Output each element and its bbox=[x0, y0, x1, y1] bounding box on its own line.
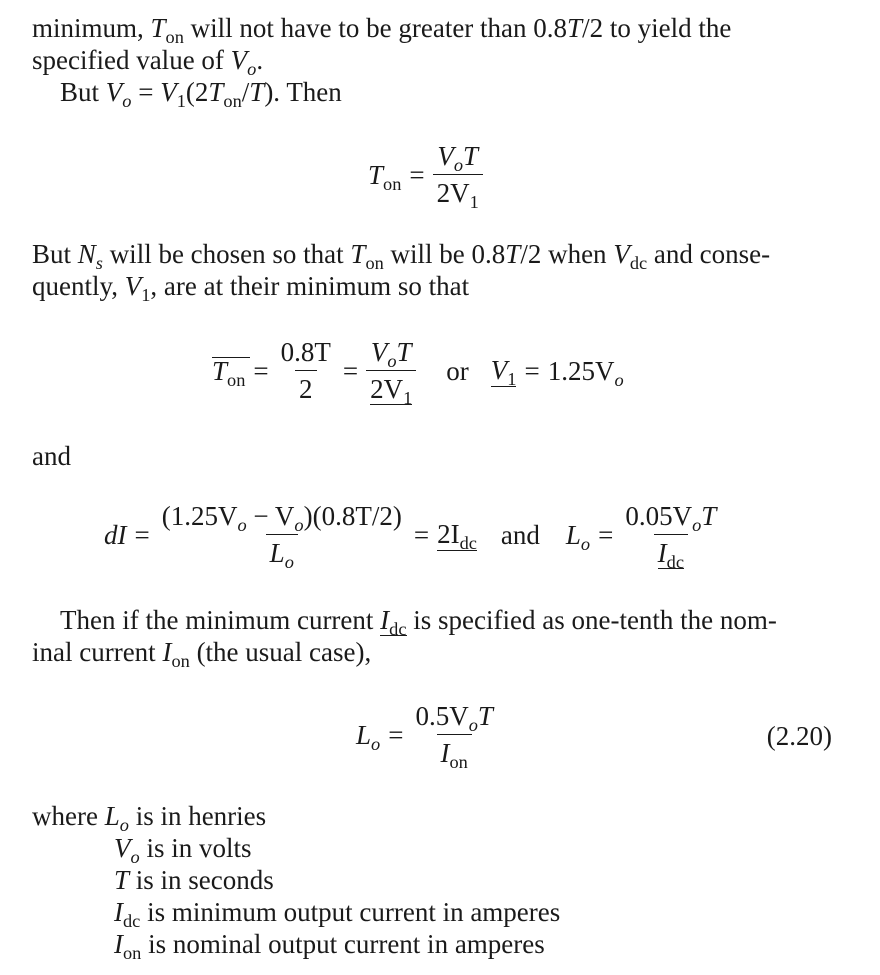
definition-lo: where $L_o$ is in henries bbox=[32, 801, 267, 835]
and-label: and bbox=[32, 441, 71, 471]
text-line-6: Then if the minimum current $I_{dc}$ is specified as one-tenth the nom- bbox=[60, 605, 777, 639]
equation-2-20: $L_o$ = $\frac{0.5V_oT}{I_{on}}$ bbox=[356, 700, 497, 769]
fraction: $\frac{0.8T}{2}$ bbox=[280, 337, 331, 404]
text-line-1: minimum, $T_{on}$ will not have to be greater than 0.8T/2 to yield the bbox=[32, 13, 732, 47]
text-line-7: inal current $I_{on}$ (the usual case), bbox=[32, 637, 372, 671]
text-line-3: But $V_o = V_1(2T_{on}/T)$. Then bbox=[60, 77, 342, 111]
text-line-4: But $N_s$ will be chosen so that $T_{on}$ will be 0.8T/2 when $V_{dc}$ and conse- bbox=[32, 239, 771, 273]
fraction: $\frac{V_oT}{2V_1}$ bbox=[433, 140, 483, 209]
equation-number: (2.20) bbox=[766, 721, 832, 751]
definition-t: T is in seconds bbox=[114, 865, 274, 895]
fraction: $\frac{0.5V_oT}{I_{on}}$ bbox=[415, 701, 493, 772]
ton-term: $T_{on}$ bbox=[212, 355, 245, 387]
equation-di: dI = $\frac{(1.25V_o - V_o)(0.8T/2)}{L_o}$ = $2I_{dc}$ and $L_o$ = $\frac{0.05V_oT}{I_{dc}}$ bbox=[104, 500, 720, 569]
text-line-2: specified value of $V_o$. bbox=[32, 45, 264, 79]
equation-ton-min: $T_{on}$ = $\frac{0.8T}{2}$ = $\frac{V_oT}{2V_1}$ or $V_1$ = $1.25V_o$ bbox=[212, 337, 624, 408]
text-line-5: quently, $V_1$, are at their minimum so that bbox=[32, 271, 470, 305]
equation-ton: $T_{on}$ = $\frac{V_oT}{2V_1}$ bbox=[368, 140, 483, 209]
definition-ion: $I_{on}$ is nominal output current in amperes bbox=[114, 929, 545, 963]
definition-idc: $I_{dc}$ is minimum output current in amperes bbox=[114, 897, 561, 931]
fraction: $\frac{0.05V_oT}{I_{dc}}$ bbox=[625, 501, 717, 572]
fraction: $\frac{(1.25V_o - V_o)(0.8T/2)}{L_o}$ bbox=[161, 501, 402, 572]
fraction: $\frac{V_oT}{2V_1}$ bbox=[366, 336, 416, 405]
definition-vo: $V_o$ is in volts bbox=[114, 833, 252, 867]
